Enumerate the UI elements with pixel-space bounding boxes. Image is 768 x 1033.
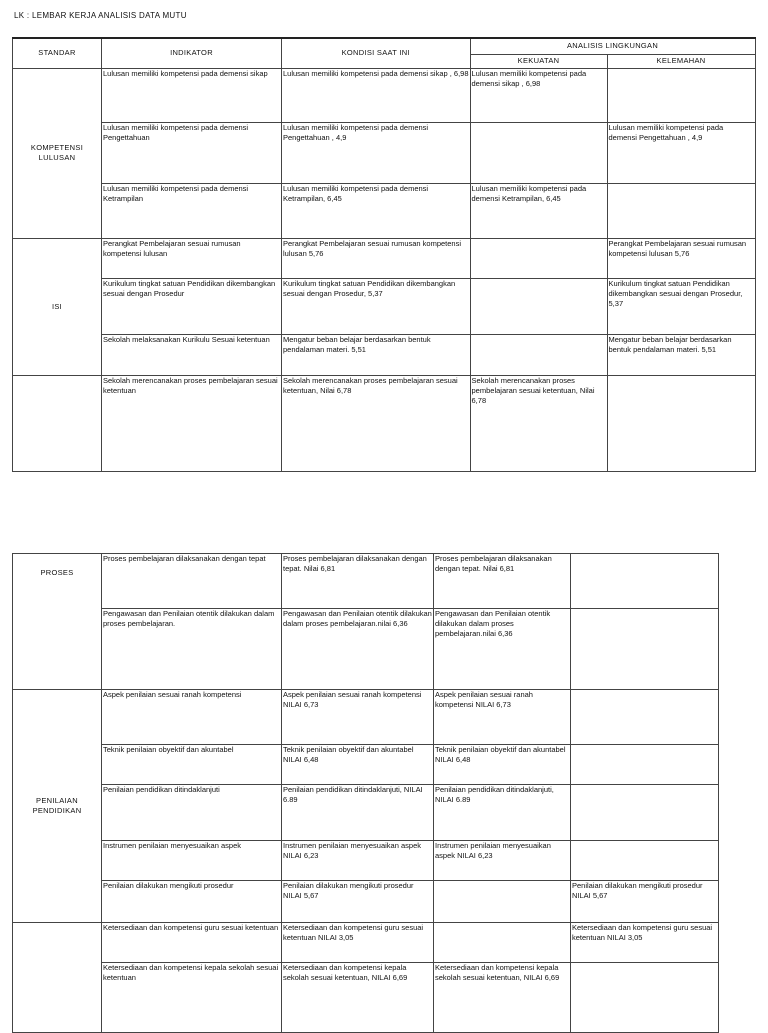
indikator-cell: Lulusan memiliki kompetensi pada demensi Ketrampilan bbox=[102, 183, 282, 238]
table-row bbox=[13, 785, 719, 841]
standar-cell bbox=[13, 375, 102, 471]
kelemahan-cell bbox=[571, 841, 719, 881]
header-analisis-lingkungan: ANALISIS LINGKUNGAN bbox=[470, 38, 755, 54]
kondisi-cell: Mengatur beban belajar berdasarkan bentuk pendalaman materi. 5,51 bbox=[282, 334, 471, 375]
kekuatan-cell: Proses pembelajaran dilaksanakan dengan tepat. Nilai 6,81 bbox=[434, 554, 571, 609]
kekuatan-cell: Teknik penilaian obyektif dan akuntabel NILAI 6,48 bbox=[434, 745, 571, 785]
kelemahan-cell bbox=[571, 554, 719, 609]
kondisi-cell: Aspek penilaian sesuai ranah kompetensi NILAI 6,73 bbox=[282, 690, 434, 745]
indikator-cell: Sekolah melaksanakan Kurikulu Sesuai ketentuan bbox=[102, 334, 282, 375]
table-row bbox=[13, 745, 719, 785]
table-row bbox=[13, 923, 719, 963]
kondisi-cell: Lulusan memiliki kompetensi pada demensi Ketrampilan, 6,45 bbox=[282, 183, 471, 238]
kekuatan-cell: Lulusan memiliki kompetensi pada demensi Ketrampilan, 6,45 bbox=[470, 183, 607, 238]
indikator-cell: Ketersediaan dan kompetensi kepala sekolah sesuai ketentuan bbox=[102, 963, 282, 1033]
table-row bbox=[13, 334, 756, 375]
kelemahan-cell bbox=[607, 375, 755, 471]
kekuatan-cell bbox=[434, 923, 571, 963]
kelemahan-cell: Mengatur beban belajar berdasarkan bentuk pendalaman materi. 5,51 bbox=[607, 334, 755, 375]
table-row bbox=[13, 841, 719, 881]
kondisi-cell: Lulusan memiliki kompetensi pada demensi sikap , 6,98 bbox=[282, 68, 471, 122]
kekuatan-cell: Lulusan memiliki kompetensi pada demensi sikap , 6,98 bbox=[470, 68, 607, 122]
indikator-cell: Ketersediaan dan kompetensi guru sesuai ketentuan bbox=[102, 923, 282, 963]
standar-cell: ISI bbox=[13, 238, 102, 375]
kekuatan-cell bbox=[470, 122, 607, 183]
kelemahan-cell bbox=[607, 183, 755, 238]
kelemahan-cell bbox=[571, 785, 719, 841]
indikator-cell: Teknik penilaian obyektif dan akuntabel bbox=[102, 745, 282, 785]
kekuatan-cell: Ketersediaan dan kompetensi kepala sekolah sesuai ketentuan, NILAI 6,69 bbox=[434, 963, 571, 1033]
document-title: LK : LEMBAR KERJA ANALISIS DATA MUTU bbox=[14, 11, 187, 20]
kekuatan-cell: Instrumen penilaian menyesuaikan aspek NILAI 6,23 bbox=[434, 841, 571, 881]
standar-cell bbox=[13, 923, 102, 1033]
table-row bbox=[13, 963, 719, 1033]
kondisi-cell: Sekolah merencanakan proses pembelajaran sesuai ketentuan, Nilai 6,78 bbox=[282, 375, 471, 471]
table-row bbox=[13, 609, 719, 690]
kelemahan-cell bbox=[571, 609, 719, 690]
kelemahan-cell: Penilaian dilakukan mengikuti prosedur NILAI 5,67 bbox=[571, 881, 719, 923]
kondisi-cell: Pengawasan dan Penilaian otentik dilakukan dalam proses pembelajaran.nilai 6,36 bbox=[282, 609, 434, 690]
header-indikator: INDIKATOR bbox=[102, 38, 282, 68]
table-row bbox=[13, 278, 756, 334]
kekuatan-cell: Aspek penilaian sesuai ranah kompetensi NILAI 6,73 bbox=[434, 690, 571, 745]
header-kondisi: KONDISI SAAT INI bbox=[282, 38, 471, 68]
kekuatan-cell: Sekolah merencanakan proses pembelajaran sesuai ketentuan, Nilai 6,78 bbox=[470, 375, 607, 471]
kelemahan-cell bbox=[571, 745, 719, 785]
header-kelemahan: KELEMAHAN bbox=[607, 54, 755, 68]
table-row bbox=[13, 881, 719, 923]
kekuatan-cell bbox=[470, 334, 607, 375]
kelemahan-cell: Perangkat Pembelajaran sesuai rumusan kompetensi lulusan 5,76 bbox=[607, 238, 755, 278]
kelemahan-cell: Kurikulum tingkat satuan Pendidikan dikembangkan sesuai dengan Prosedur, 5,37 bbox=[607, 278, 755, 334]
header-standar: STANDAR bbox=[13, 38, 102, 68]
kondisi-cell: Lulusan memiliki kompetensi pada demensi Pengettahuan , 4,9 bbox=[282, 122, 471, 183]
kekuatan-cell bbox=[470, 278, 607, 334]
standar-cell: PENILAIAN PENDIDIKAN bbox=[13, 690, 102, 923]
kondisi-cell: Ketersediaan dan kompetensi guru sesuai ketentuan NILAI 3,05 bbox=[282, 923, 434, 963]
table-row bbox=[13, 68, 756, 122]
analysis-table-1 bbox=[12, 37, 756, 472]
kelemahan-cell bbox=[571, 690, 719, 745]
kekuatan-cell bbox=[434, 881, 571, 923]
indikator-cell: Lulusan memiliki kompetensi pada demensi Pengettahuan bbox=[102, 122, 282, 183]
kondisi-cell: Kurikulum tingkat satuan Pendidikan dikembangkan sesuai dengan Prosedur, 5,37 bbox=[282, 278, 471, 334]
indikator-cell: Pengawasan dan Penilaian otentik dilakukan dalam proses pembelajaran. bbox=[102, 609, 282, 690]
kelemahan-cell bbox=[571, 963, 719, 1033]
kekuatan-cell bbox=[470, 238, 607, 278]
indikator-cell: Instrumen penilaian menyesuaikan aspek bbox=[102, 841, 282, 881]
indikator-cell: Penilaian pendidikan ditindaklanjuti bbox=[102, 785, 282, 841]
kelemahan-cell: Ketersediaan dan kompetensi guru sesuai ketentuan NILAI 3,05 bbox=[571, 923, 719, 963]
kondisi-cell: Proses pembelajaran dilaksanakan dengan tepat. Nilai 6,81 bbox=[282, 554, 434, 609]
indikator-cell: Penilaian dilakukan mengikuti prosedur bbox=[102, 881, 282, 923]
table-row bbox=[13, 238, 756, 278]
indikator-cell: Proses pembelajaran dilaksanakan dengan tepat bbox=[102, 554, 282, 609]
indikator-cell: Sekolah merencanakan proses pembelajaran sesuai ketentuan bbox=[102, 375, 282, 471]
kekuatan-cell: Pengawasan dan Penilaian otentik dilakukan dalam proses pembelajaran.nilai 6,36 bbox=[434, 609, 571, 690]
kondisi-cell: Penilaian dilakukan mengikuti prosedur NILAI 5,67 bbox=[282, 881, 434, 923]
kondisi-cell: Penilaian pendidikan ditindaklanjuti, NILAI 6.89 bbox=[282, 785, 434, 841]
table-row bbox=[13, 183, 756, 238]
table-row bbox=[13, 554, 719, 609]
table-row bbox=[13, 690, 719, 745]
kelemahan-cell: Lulusan memiliki kompetensi pada demensi Pengettahuan , 4,9 bbox=[607, 122, 755, 183]
indikator-cell: Aspek penilaian sesuai ranah kompetensi bbox=[102, 690, 282, 745]
kondisi-cell: Teknik penilaian obyektif dan akuntabel NILAI 6,48 bbox=[282, 745, 434, 785]
kondisi-cell: Instrumen penilaian menyesuaikan aspek NILAI 6,23 bbox=[282, 841, 434, 881]
standar-cell: PROSES bbox=[13, 554, 102, 690]
kekuatan-cell: Penilaian pendidikan ditindaklanjuti, NILAI 6.89 bbox=[434, 785, 571, 841]
kondisi-cell: Perangkat Pembelajaran sesuai rumusan kompetensi lulusan 5,76 bbox=[282, 238, 471, 278]
table-row bbox=[13, 122, 756, 183]
indikator-cell: Lulusan memiliki kompetensi pada demensi sikap bbox=[102, 68, 282, 122]
kondisi-cell: Ketersediaan dan kompetensi kepala sekolah sesuai ketentuan, NILAI 6,69 bbox=[282, 963, 434, 1033]
kelemahan-cell bbox=[607, 68, 755, 122]
header-kekuatan: KEKUATAN bbox=[470, 54, 607, 68]
table-row bbox=[13, 375, 756, 471]
analysis-table-2 bbox=[12, 553, 719, 1033]
indikator-cell: Perangkat Pembelajaran sesuai rumusan kompetensi lulusan bbox=[102, 238, 282, 278]
indikator-cell: Kurikulum tingkat satuan Pendidikan dikembangkan sesuai dengan Prosedur bbox=[102, 278, 282, 334]
standar-cell: KOMPETENSI LULUSAN bbox=[13, 68, 102, 238]
